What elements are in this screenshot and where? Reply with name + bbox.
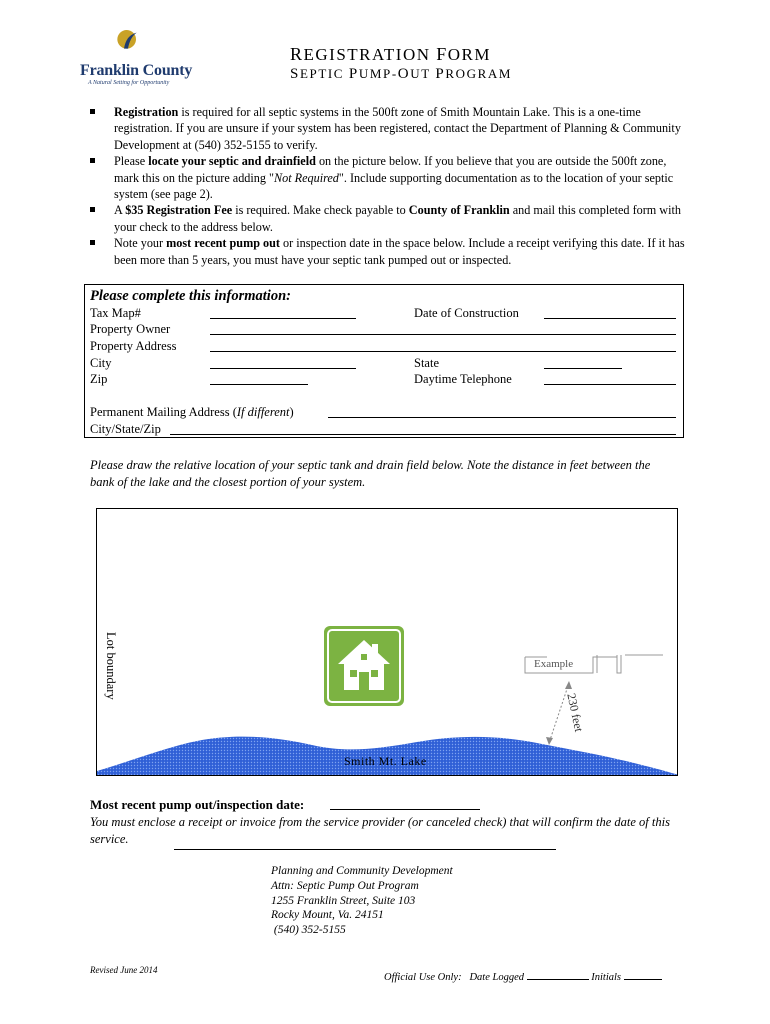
city-field[interactable] xyxy=(210,357,356,369)
initials-field[interactable] xyxy=(624,970,662,980)
revision-date: Revised June 2014 xyxy=(90,965,158,975)
bullet-fee: A $35 Registration Fee is required. Make check payable to County of Franklin and mail this completed form with your check to the address below. xyxy=(90,202,690,235)
lot-boundary-label: Lot boundary xyxy=(104,632,118,700)
distance-label: 230 feet xyxy=(564,692,587,734)
logo-name: Franklin County xyxy=(80,62,193,79)
mailing-address-field[interactable] xyxy=(328,406,676,418)
lake-label: Smith Mt. Lake xyxy=(344,754,427,768)
separator-line xyxy=(174,849,556,850)
zip-field[interactable] xyxy=(210,373,308,385)
city-state-zip-field[interactable] xyxy=(170,423,676,435)
distance-arrow xyxy=(549,683,569,743)
pump-out-date-label: Most recent pump out/inspection date: xyxy=(90,797,305,812)
official-use: Official Use Only: Date Logged Initials xyxy=(384,970,662,983)
bullet-locate: Please locate your septic and drainfield on the picture below. If you believe that you are outside the 500ft zone, mark this on the picture adding "Not Required". Include supporting documentation as to the location of your septic system (see page 2). xyxy=(90,153,690,202)
house-icon xyxy=(324,626,404,706)
city-label: City xyxy=(90,356,112,370)
daytime-telephone-label: Daytime Telephone xyxy=(414,372,512,386)
pump-out-date-field[interactable] xyxy=(330,798,480,810)
mailing-address-block: Planning and Community Development Attn: Septic Pump Out Program 1255 Franklin Street, Suite 103 Rocky Mount, Va. 24151 (540) 352-5155 xyxy=(271,865,453,937)
example-label: Example xyxy=(534,658,574,670)
state-label: State xyxy=(414,356,439,370)
property-address-field[interactable] xyxy=(210,340,676,352)
bullet-pump-out: Note your most recent pump out or inspection date in the space below. Include a receipt verifying this date. If it has been more than 5 years, you must have your septic tank pumped out or inspected. xyxy=(90,235,690,268)
instructions-list xyxy=(90,104,690,268)
property-owner-label: Property Owner xyxy=(90,322,171,336)
property-address-label: Property Address xyxy=(90,339,177,353)
city-state-zip-label: City/State/Zip xyxy=(90,422,161,436)
date-construction-label: Date of Construction xyxy=(414,306,519,320)
form-heading: Please complete this information: xyxy=(90,288,291,304)
drawing-instruction: Please draw the relative location of your septic tank and drain field below. Note the distance in feet between the bank of the lake and the closest portion of your system. xyxy=(90,458,651,489)
zip-label: Zip xyxy=(90,372,108,386)
date-logged-field[interactable] xyxy=(527,970,589,980)
form-title: REGISTRATION FORM xyxy=(290,44,492,64)
logo-tagline: A Natural Setting for Opportunity xyxy=(88,80,170,86)
bullet-registration: Registration is required for all septic systems in the 500ft zone of Smith Mountain Lake. This is a one-time registration. If you are unsure if your system has been registered, contact the Department of Planning & Community Development at (540) 352-5155 to verify. xyxy=(90,104,690,153)
daytime-telephone-field[interactable] xyxy=(544,373,676,385)
property-owner-field[interactable] xyxy=(210,323,676,335)
date-construction-field[interactable] xyxy=(544,307,676,319)
receipt-notice: You must enclose a receipt or invoice from the service provider (or canceled check) that will confirm the date of this service. xyxy=(90,815,670,846)
tax-map-label: Tax Map# xyxy=(90,306,141,320)
mailing-address-label: Permanent Mailing Address (If different) xyxy=(90,405,294,419)
tax-map-field[interactable] xyxy=(210,307,356,319)
form-subtitle: SEPTIC PUMP-OUT PROGRAM xyxy=(290,66,513,82)
state-field[interactable] xyxy=(544,357,622,369)
